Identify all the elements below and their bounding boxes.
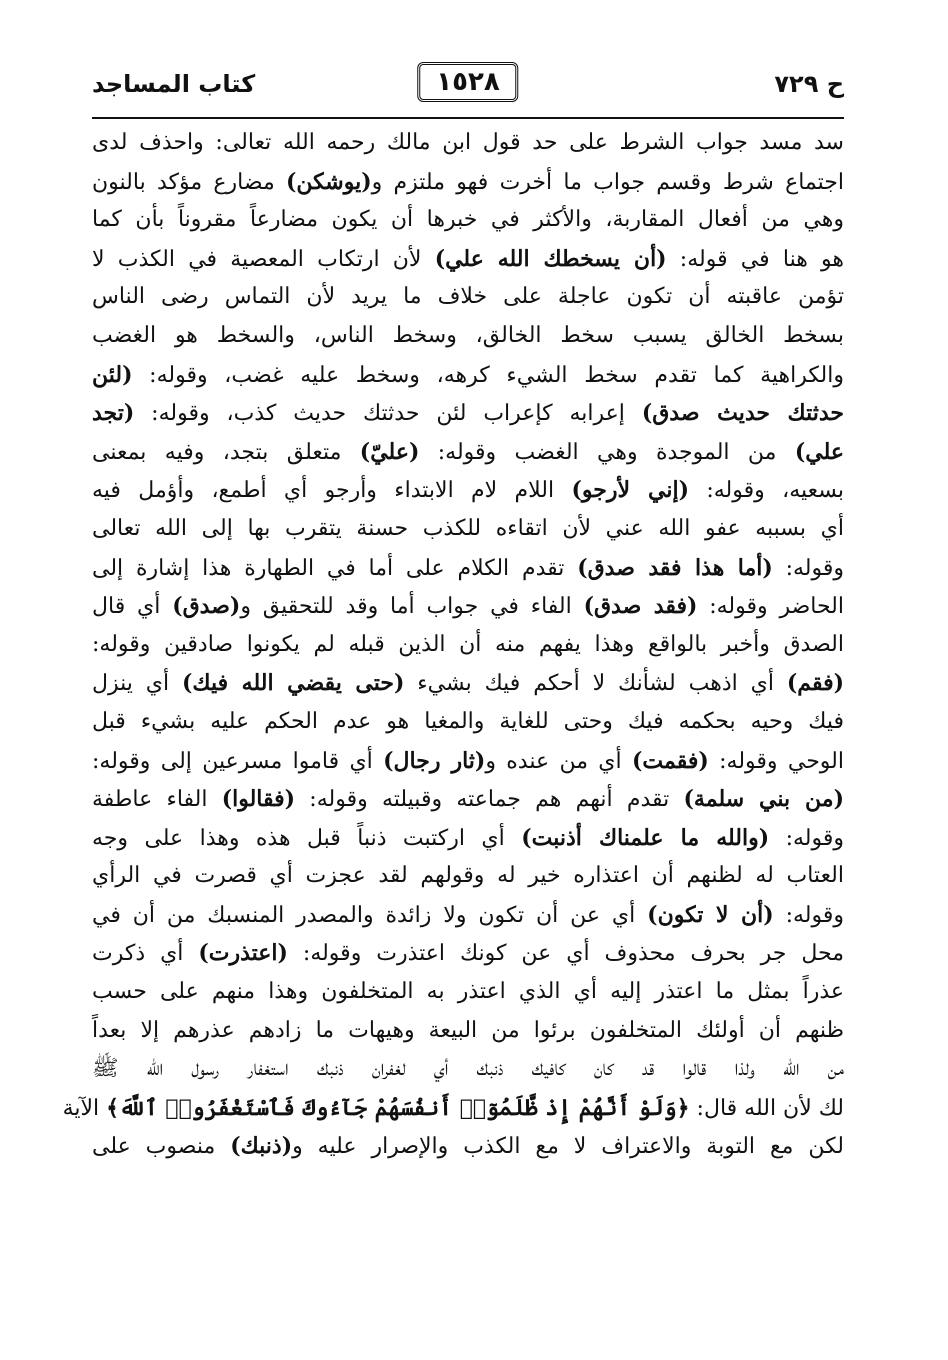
text-run: من الموجدة وهي الغضب وقوله: — [419, 439, 795, 465]
text-line — [92, 819, 844, 858]
text-line — [92, 780, 844, 819]
bold-term: (أن لا تكون) — [647, 901, 774, 928]
text-run: محل جر بحرف محذوف أي عن كونك اعتذرت وقوله: — [287, 941, 844, 967]
text-run: متعلق بتجد، وفيه بمعنى — [92, 439, 360, 465]
text-line — [92, 317, 844, 356]
text-run: أي اذهب لشأنك لا أحكم فيك بشيء — [404, 671, 787, 697]
text-line — [92, 587, 844, 626]
bold-term: (فقمت) — [631, 747, 709, 774]
header-divider — [92, 117, 844, 119]
text-run: عذراً بمثل ما اعتذر إليه أي الذي اعتذر به المتخلفون وهذا منهم على حسب — [92, 979, 844, 1005]
bold-term: (والله ما علمناك أذنبت) — [521, 824, 770, 851]
bold-term: (أما هذا فقد صدق) — [577, 554, 773, 581]
body-text — [62, 124, 845, 1166]
text-run: الفاء في جواب أما وقد للتحقيق و — [240, 594, 584, 620]
text-line — [92, 394, 844, 433]
text-run: إعرابه كإعراب لئن حدثتك حديث كذب، وقوله: — [134, 401, 642, 427]
text-run: هو هنا في قوله: — [666, 246, 844, 272]
text-run: تقدم أنهم هم جماعته وقبيلته وقوله: — [295, 787, 684, 813]
text-line — [92, 1012, 844, 1051]
text-run: اجتماع شرط وقسم جواب ما أخرت فهو ملتزم و — [371, 169, 844, 195]
text-run: تقدم الكلام على أما في الطهارة هذا إشارة إلى — [92, 555, 578, 581]
page-reference: ح ٧٢٩ — [774, 70, 844, 98]
text-line — [92, 471, 844, 510]
text-run: أي من عنده و — [485, 748, 632, 774]
text-run: الوحي وقوله: — [708, 748, 844, 774]
text-run: العتاب له لظنهم أن اعتذاره خير له وقولهم لقد عجزت أي قصرت في الرأي — [92, 863, 844, 889]
bold-term: (لئن — [92, 361, 133, 388]
text-line — [92, 1050, 844, 1089]
text-line — [92, 163, 844, 202]
text-line — [92, 240, 844, 279]
bold-term: (صدق) — [172, 593, 241, 620]
bold-term: علي) — [794, 438, 844, 465]
text-line — [92, 356, 844, 395]
text-run: فيك وحيه بحكمه فيك وحتى للغاية والمغيا هو عدم الحكم عليه بشيء قبل — [92, 708, 844, 734]
book-title: كتاب المساجد — [92, 70, 256, 98]
text-run: والكراهية كما تقدم سخط الشيء كرهه، وسخط عليه غضب، وقوله: — [132, 362, 844, 388]
text-line — [92, 857, 844, 896]
text-run: الفاء عاطفة — [92, 787, 222, 813]
text-line — [92, 626, 844, 665]
bold-term: (يوشكن) — [286, 168, 372, 195]
page-number: ١٥٢٨ — [417, 62, 518, 102]
text-line — [92, 433, 844, 472]
text-run: الآية — [62, 1095, 107, 1121]
bold-term: (إني لأرجو) — [571, 477, 689, 504]
bold-term: (فقم) — [786, 670, 844, 697]
text-run: أي ذكرت — [92, 941, 199, 967]
text-line — [62, 1089, 844, 1128]
bold-term: (حتى يقضي الله فيك) — [182, 670, 405, 697]
bold-term: (تجد — [92, 400, 135, 427]
text-run: مضارع مؤكد بالنون — [92, 169, 286, 195]
bold-term: (أن يسخطك الله علي) — [434, 245, 667, 272]
bold-term: (عليّ) — [359, 438, 420, 465]
text-run: لكن مع التوبة والاعتراف لا مع الكذب والإصرار عليه و — [292, 1134, 844, 1160]
text-run: منصوب على — [92, 1134, 231, 1160]
bold-term: (ذنبك) — [230, 1133, 293, 1160]
text-run: أي ينزل — [92, 671, 183, 697]
text-run: لك لأن الله قال: — [689, 1095, 844, 1121]
bold-term: ﴿وَلَوْ أَنَّهُمْ إِذ ظَّلَمُوٓا۟ أَنفُسَهُمْ جَآءُوكَ فَٱسْتَغْفَرُوا۟ ٱللَّهَ﴾ — [106, 1094, 690, 1121]
text-run: أي عن أن تكون ولا زائدة والمصدر المنسبك من أن في — [92, 902, 648, 928]
text-line — [92, 703, 844, 742]
bold-term: (من بني سلمة) — [683, 786, 844, 813]
text-run: بسخط الخالق يسبب سخط الخالق، وسخط الناس، والسخط هو الغضب — [92, 322, 844, 348]
text-run: اللام لام الابتداء وأرجو أي أطمع، وأؤمل فيه — [92, 478, 572, 504]
text-line — [92, 934, 844, 973]
text-line — [92, 201, 844, 240]
text-run: لأن ارتكاب المعصية في الكذب لا — [92, 246, 435, 272]
text-run: أي قاموا مسرعين إلى وقوله: — [92, 748, 384, 774]
text-run: وقوله: — [769, 825, 844, 851]
text-run: ظنهم أن أولئك المتخلفون برئوا من البيعة وهيهات ما زادهم عذرهم إلا بعداً — [92, 1017, 844, 1043]
bold-term: (اعتذرت) — [198, 940, 288, 967]
text-run: أي قال — [92, 594, 173, 620]
text-run: تؤمن عاقبته أن تكون عاجلة على خلاف ما يريد لأن التماس رضى الناس — [92, 284, 844, 310]
text-run: من الله ولذا قالوا قد كان كافيك ذنبك أي لغفران ذنبك استغفار رسول الله ﷺ — [92, 1056, 844, 1082]
text-run: وقوله: — [772, 555, 844, 581]
text-line — [92, 973, 844, 1012]
text-line — [92, 278, 844, 317]
text-run: بسعيه، وقوله: — [689, 478, 844, 504]
page-header — [92, 60, 844, 116]
text-run: سد مسد جواب الشرط على حد قول ابن مالك رحمه الله تعالى: واحذف لدى — [92, 130, 844, 155]
text-run: وقوله: — [773, 902, 844, 928]
text-run: وهي من أفعال المقاربة، والأكثر في خبرها أن يكون مضارعاً مقروناً بأن كما — [92, 207, 844, 233]
text-line — [92, 510, 844, 549]
text-line — [92, 549, 844, 588]
bold-term: (فقالوا) — [221, 786, 296, 813]
text-run: أي اركتبت ذنباً قبل هذه وهذا على وجه — [92, 825, 522, 851]
text-line — [92, 664, 844, 703]
bold-term: حدثتك حديث صدق) — [641, 400, 844, 427]
bold-term: (فقد صدق) — [583, 593, 698, 620]
text-line — [92, 742, 844, 781]
text-run: الصدق وأخبر بالواقع وهذا يفهم منه أن الذين قبله لم يكونوا صادقين وقوله: — [92, 631, 844, 657]
text-line — [92, 124, 844, 163]
text-line — [92, 1127, 844, 1166]
text-run: الحاضر وقوله: — [697, 594, 844, 620]
text-line — [92, 896, 844, 935]
text-run: أي بسببه عفو الله عني لأن اتقاءه للكذب حسنة يتقرب بها إلى الله تعالى — [92, 515, 845, 541]
bold-term: (ثار رجال) — [383, 747, 486, 774]
